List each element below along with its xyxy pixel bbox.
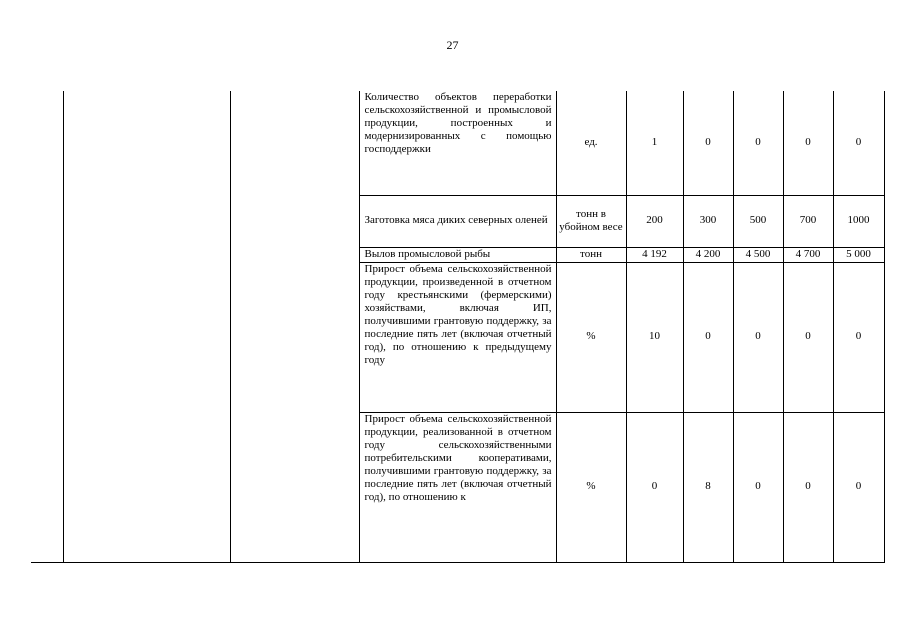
- value-cell: 0: [733, 262, 783, 412]
- blank-cell: [230, 262, 359, 412]
- value-cell: 300: [683, 195, 733, 247]
- value-cell: 0: [833, 262, 884, 412]
- blank-cell: [63, 247, 230, 262]
- table-row: [31, 412, 884, 562]
- value-cell: 0: [683, 262, 733, 412]
- value-cell: 5 000: [833, 247, 884, 262]
- unit-cell: тонн: [556, 247, 626, 262]
- unit-cell: ед.: [556, 91, 626, 195]
- value-cell: 4 700: [783, 247, 833, 262]
- blank-cell: [63, 195, 230, 247]
- blank-cell: [31, 91, 63, 195]
- blank-cell: [230, 247, 359, 262]
- blank-cell: [31, 262, 63, 412]
- table-row: [31, 91, 884, 195]
- table-row: [31, 247, 884, 262]
- unit-cell: %: [556, 262, 626, 412]
- indicator-cell: Прирост объема сельскохозяйственной продукции, реализованной в отчетном году сельскохозяйственными потребительскими кооперативами, получившими грантовую поддержку, за последние пять лет (включая отчетный год), по отношению к: [359, 412, 556, 562]
- blank-cell: [230, 195, 359, 247]
- value-cell: 0: [733, 412, 783, 562]
- unit-cell: тонн в убойном весе: [556, 195, 626, 247]
- blank-cell: [230, 412, 359, 562]
- value-cell: 4 500: [733, 247, 783, 262]
- value-cell: 0: [733, 91, 783, 195]
- indicator-cell: Вылов промысловой рыбы: [359, 247, 556, 262]
- unit-cell: %: [556, 412, 626, 562]
- table-row: [31, 262, 884, 412]
- value-cell: 4 200: [683, 247, 733, 262]
- indicators-table: [31, 91, 885, 563]
- value-cell: 0: [783, 91, 833, 195]
- table-row: [31, 195, 884, 247]
- value-cell: 0: [626, 412, 683, 562]
- blank-cell: [230, 91, 359, 195]
- blank-cell: [31, 247, 63, 262]
- blank-cell: [31, 195, 63, 247]
- blank-cell: [63, 412, 230, 562]
- value-cell: 200: [626, 195, 683, 247]
- indicator-cell: Прирост объема сельскохозяйственной продукции, произведенной в отчетном году крестьянскими (фермерскими) хозяйствами, включая ИП, получившими грантовую поддержку, за последние пять лет (включая отчетный год), по отношению к предыдущему году: [359, 262, 556, 412]
- value-cell: 0: [683, 91, 733, 195]
- value-cell: 700: [783, 195, 833, 247]
- indicator-cell: Количество объектов переработки сельскохозяйственной и промысловой продукции, построенных и модернизированных с помощью господдержки: [359, 91, 556, 195]
- value-cell: 8: [683, 412, 733, 562]
- page-number: 27: [446, 38, 459, 52]
- blank-cell: [63, 91, 230, 195]
- value-cell: 1000: [833, 195, 884, 247]
- value-cell: 10: [626, 262, 683, 412]
- value-cell: 500: [733, 195, 783, 247]
- value-cell: 0: [833, 412, 884, 562]
- blank-cell: [31, 412, 63, 562]
- value-cell: 0: [783, 262, 833, 412]
- value-cell: 0: [783, 412, 833, 562]
- blank-cell: [63, 262, 230, 412]
- value-cell: 4 192: [626, 247, 683, 262]
- indicator-cell: Заготовка мяса диких северных оленей: [359, 195, 556, 247]
- value-cell: 1: [626, 91, 683, 195]
- value-cell: 0: [833, 91, 884, 195]
